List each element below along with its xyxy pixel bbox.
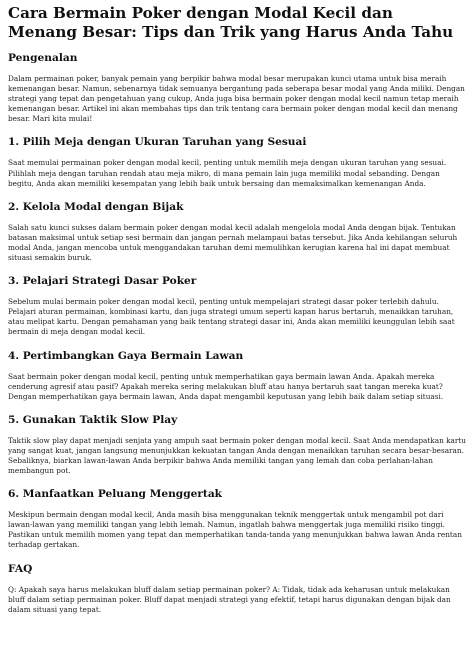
section-heading: 4. Pertimbangkan Gaya Bermain Lawan	[8, 349, 244, 362]
section-5	[8, 414, 466, 476]
section-heading: 6. Manfaatkan Peluang Menggertak	[8, 488, 223, 501]
section-paragraph: Saat bermain poker dengan modal kecil, penting untuk memperhatikan gaya bermain lawan Anda. Apakah mereka cenderung agresif atau pasif? Apakah mereka sering melakukan bluff atau hanya bertaruh saat tangan mereka kuat? Dengan memperhatikan gaya bermain lawan, Anda dapat mengambil keputusan yang lebih baik dalam setiap situasi.	[8, 371, 444, 401]
section-paragraph: Saat memulai permainan poker dengan modal kecil, penting untuk memilih meja dengan ukuran taruhan yang sesuai. Pilihlah meja dengan taruhan rendah atau meja mikro, di mana pemain lain juga memiliki modal sebanding. Dengan begitu, Anda akan memiliki kesempatan yang lebih baik untuk bersaing dan memaksimalkan kemenangan Anda.	[8, 158, 447, 188]
section-4	[8, 350, 466, 402]
section-1	[8, 136, 466, 188]
section-heading: 3. Pelajari Strategi Dasar Poker	[8, 275, 197, 288]
section-heading: 5. Gunakan Taktik Slow Play	[8, 413, 178, 426]
section-heading: FAQ	[8, 562, 33, 575]
faq-paragraph: Q: Apakah saya harus melakukan bluff dalam setiap permainan poker? A: Tidak, tidak ada keharusan untuk melakukan bluff dalam setiap permainan poker. Bluff dapat menjadi strategi yang efektif, tetapi harus digunakan dengan bijak dan dalam situasi yang tepat.	[8, 584, 451, 614]
section-6	[8, 488, 466, 550]
section-3	[8, 275, 466, 337]
section-faq	[8, 563, 466, 615]
section-paragraph: Taktik slow play dapat menjadi senjata yang ampuh saat bermain poker dengan modal kecil. Saat Anda mendapatkan kartu yang sangat kuat, jangan langsung menunjukkan kekuatan tangan Anda dengan menaikkan taruhan secara besar-besaran. Sebaliknya, biarkan lawan-lawan Anda berpikir bahwa Anda memiliki tangan yang lemah dan coba perlahan-lahan membangun pot.	[8, 435, 466, 476]
section-2	[8, 201, 466, 263]
section-paragraph: Salah satu kunci sukses dalam bermain poker dengan modal kecil adalah mengelola modal Anda dengan bijak. Tentukan batasan maksimal untuk setiap sesi bermain dan jangan pernah melampaui batas tersebut. Jika Anda kehilangan seluruh modal Anda, jangan mencoba untuk menggandakan taruhan demi memulihkan kerugian karena hal ini dapat membuat situasi semakin buruk.	[8, 222, 458, 263]
section-paragraph: Meskipun bermain dengan modal kecil, Anda masih bisa menggunakan teknik menggertak untuk mengambil pot dari lawan-lawan yang memiliki tangan yang lebih lemah. Namun, ingatlah bahwa menggertak juga memiliki risiko tinggi. Pastikan untuk memilih momen yang tepat dan memperhatikan tanda-tanda yang menunjukkan bahwa lawan Anda rentan terhadap gertakan.	[8, 510, 462, 550]
section-paragraph: Sebelum mulai bermain poker dengan modal kecil, penting untuk mempelajari strategi dasar poker terlebih dahulu. Pelajari aturan permainan, kombinasi kartu, dan juga strategi umum seperti kapan harus bertaruh, menaikkan taruhan, atau melipat kartu. Dengan pemahaman yang baik tentang strategi dasar ini, Anda akan memiliki keunggulan lebih saat bermain di meja dengan modal kecil.	[8, 297, 455, 337]
section-heading: 2. Kelola Modal dengan Bijak	[8, 200, 184, 213]
section-pengenalan	[8, 52, 466, 124]
section-paragraph: Dalam permainan poker, banyak pemain yang berpikir bahwa modal besar merupakan kunci utama untuk bisa meraih kemenangan besar. Namun, sebenarnya tidak semuanya bergantung pada seberapa besar modal yang Anda miliki. Dengan strategi yang tepat dan pengetahuan yang cukup, Anda juga bisa bermain poker dengan modal kecil namun tetap meraih kemenangan besar. Artikel ini akan membahas tips dan trik tentang cara bermain poker dengan modal kecil dan menang besar. Mari kita mulai!	[8, 74, 465, 124]
article-title: Cara Bermain Poker dengan Modal Kecil dan Menang Besar: Tips dan Trik yang Harus Anda Tahu	[8, 4, 454, 41]
section-heading: 1. Pilih Meja dengan Ukuran Taruhan yang Sesuai	[8, 136, 307, 149]
section-heading: Pengenalan	[8, 52, 78, 64]
